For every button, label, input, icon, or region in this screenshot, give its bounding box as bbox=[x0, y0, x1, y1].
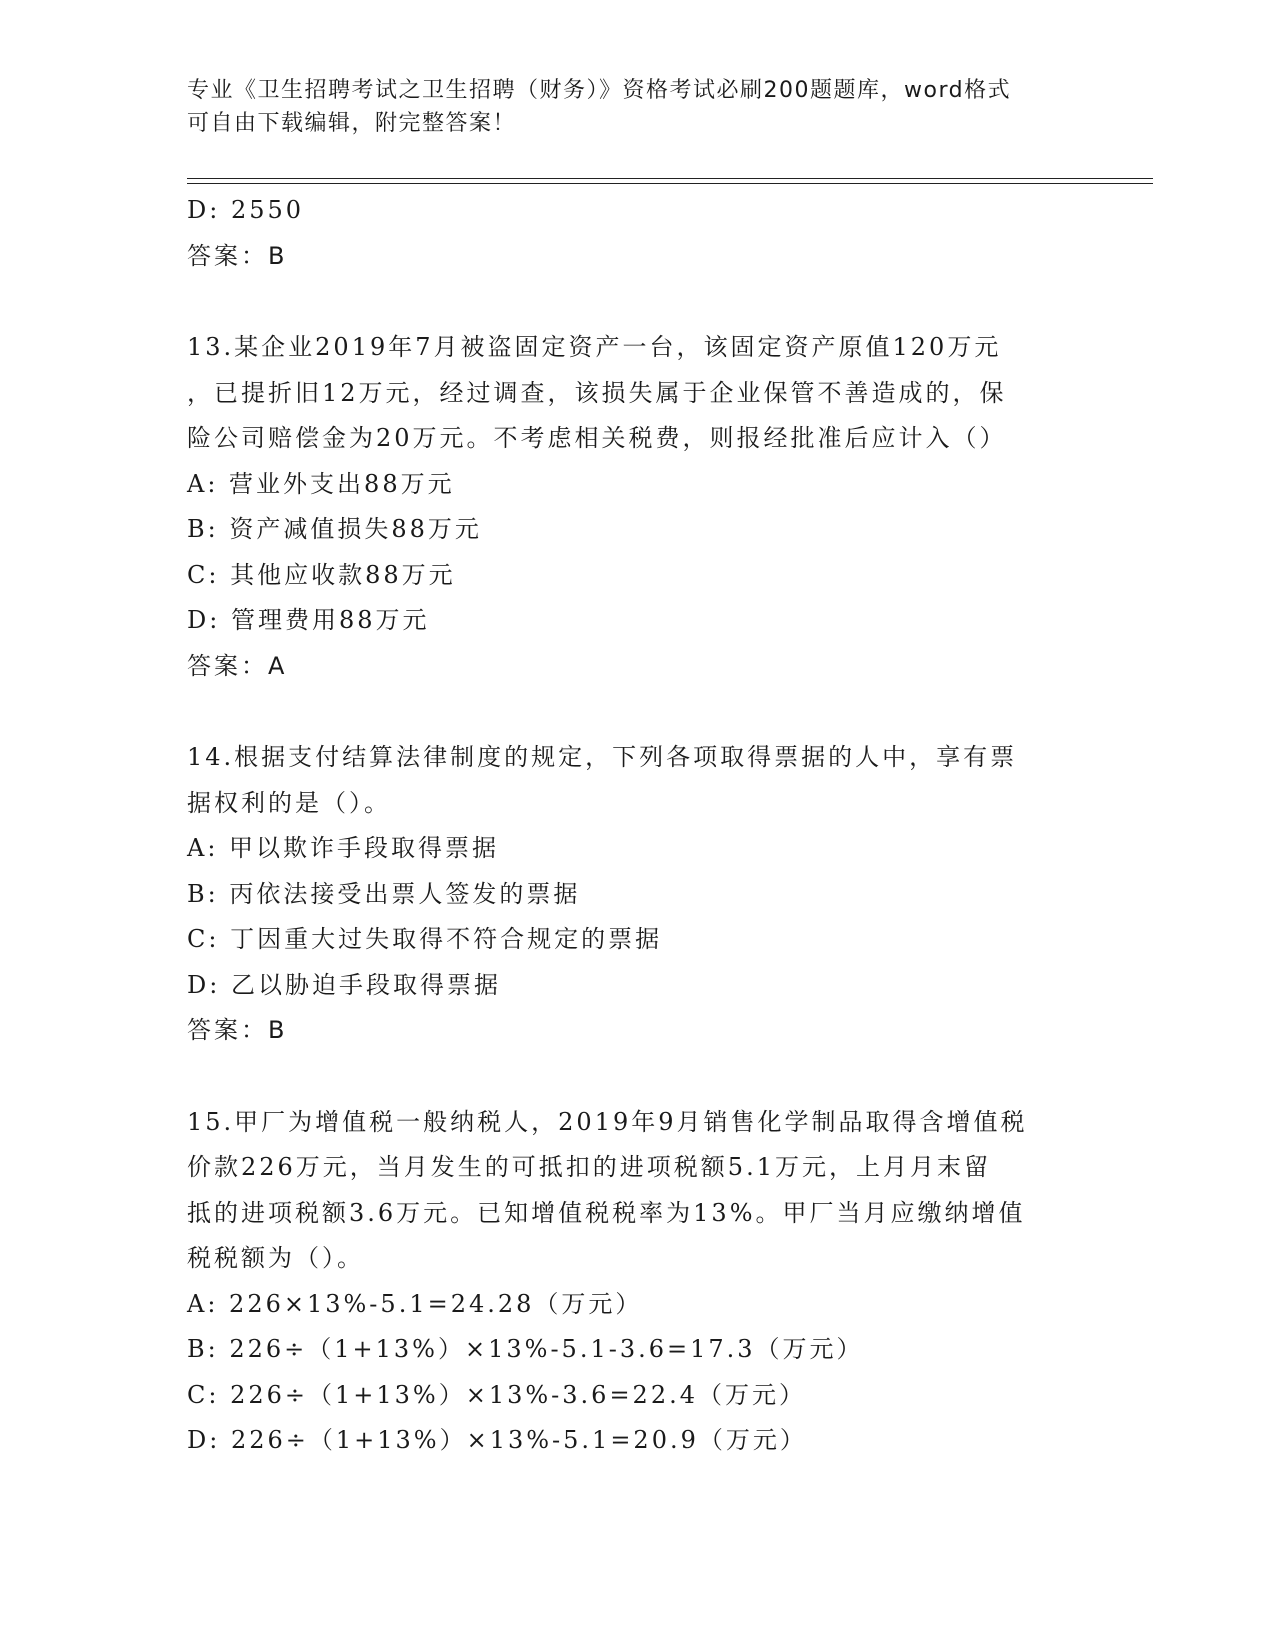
option-a: A: 营业外支出88万元 bbox=[187, 469, 455, 498]
question-stem-line: 抵的进项税额3.6万元。已知增值税税率为13%。甲厂当月应缴纳增值 bbox=[187, 1198, 1026, 1227]
question-stem-line: 税税额为（）。 bbox=[187, 1244, 364, 1272]
document-header bbox=[187, 74, 1067, 140]
answer-line: 答案：A bbox=[187, 651, 288, 680]
option-b: B: 丙依法接受出票人签发的票据 bbox=[187, 879, 581, 908]
option-b: B: 资产减值损失88万元 bbox=[187, 515, 482, 543]
spacer bbox=[187, 689, 1087, 735]
option-d: D: 管理费用88万元 bbox=[187, 606, 430, 634]
option-d: D: 乙以胁迫手段取得票据 bbox=[187, 970, 501, 999]
question-stem-line: ，已提折旧12万元，经过调查，该损失属于企业保管不善造成的，保 bbox=[187, 378, 1007, 407]
question-15 bbox=[187, 1100, 1087, 1464]
question-stem-line: 据权利的是（）。 bbox=[187, 788, 391, 817]
question-stem-line: 价款226万元，当月发生的可抵扣的进项税额5.1万元，上月月末留 bbox=[187, 1153, 991, 1181]
question-stem-line: 15.甲厂为增值税一般纳税人，2019年9月销售化学制品取得含增值税 bbox=[187, 1107, 1028, 1136]
spacer bbox=[187, 1054, 1087, 1100]
question-stem-line: 13.某企业2019年7月被盗固定资产一台，该固定资产原值120万元 bbox=[187, 333, 1002, 361]
header-title-line: 专业《卫生招聘考试之卫生招聘（财务）》资格考试必刷200题题库，word格式 bbox=[187, 78, 1012, 103]
option-c: C: 丁因重大过失取得不符合规定的票据 bbox=[187, 925, 663, 953]
document-body bbox=[187, 188, 1087, 1464]
question-stem-line: 14.根据支付结算法律制度的规定，下列各项取得票据的人中，享有票 bbox=[187, 743, 1018, 771]
option-c: C: 其他应收款88万元 bbox=[187, 560, 456, 589]
question-13 bbox=[187, 325, 1087, 689]
question-14 bbox=[187, 735, 1087, 1054]
option-d: D: 2550 bbox=[187, 196, 305, 224]
question-stem-line: 险公司赔偿金为20万元。不考虑相关税费，则报经批准后应计入（） bbox=[187, 424, 1007, 452]
spacer bbox=[187, 279, 1087, 325]
header-divider-top bbox=[187, 178, 1153, 179]
option-a: A: 226×13%-5.1=24.28（万元） bbox=[187, 1289, 643, 1318]
answer-line: 答案：B bbox=[187, 1016, 288, 1044]
option-b: B: 226÷（1+13%）×13%-5.1-3.6=17.3（万元） bbox=[187, 1335, 864, 1363]
header-subtitle-line: 可自由下载编辑，附完整答案！ bbox=[187, 111, 517, 136]
header-divider-bottom bbox=[187, 183, 1153, 184]
answer-line: 答案：B bbox=[187, 241, 288, 270]
option-a: A: 甲以欺诈手段取得票据 bbox=[187, 834, 500, 862]
question-12-tail bbox=[187, 188, 1087, 279]
option-d: D: 226÷（1+13%）×13%-5.1=20.9（万元） bbox=[187, 1426, 807, 1454]
option-c: C: 226÷（1+13%）×13%-3.6=22.4（万元） bbox=[187, 1380, 806, 1409]
